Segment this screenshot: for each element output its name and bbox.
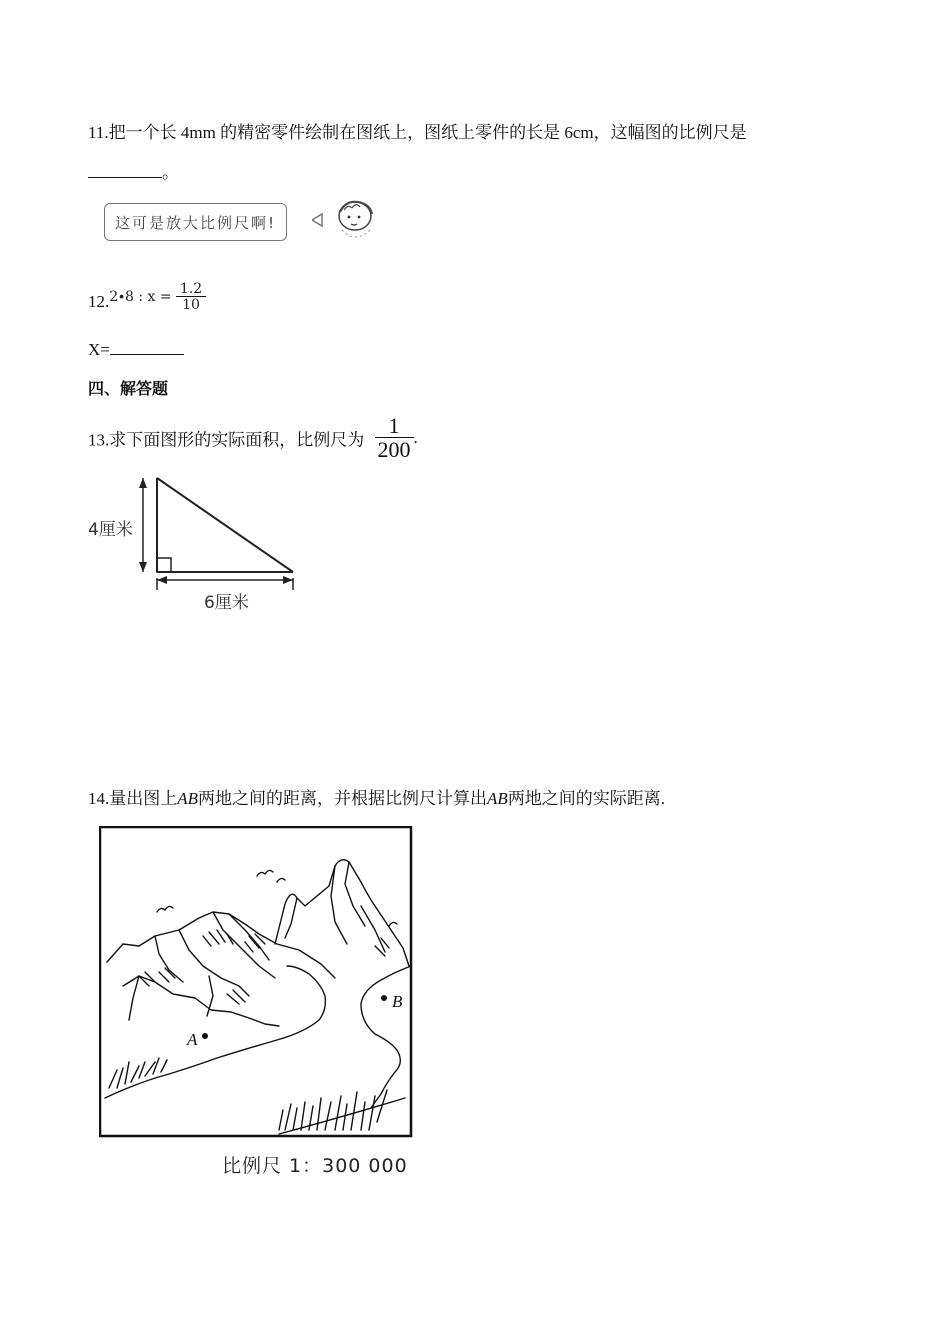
hint-text: 这可是放大比例尺啊! xyxy=(115,214,277,232)
q14-text-a: 14.量出图上 xyxy=(88,789,178,808)
q12-number: 12. xyxy=(88,292,110,311)
q12-lhs: 2∙8 : x = xyxy=(109,289,172,305)
q14-text-b: 两地之间的距离，并根据比例尺计算出 xyxy=(198,789,488,808)
q12-frac-num: 1.2 xyxy=(179,281,203,297)
q12-answer-label: X= xyxy=(88,340,110,359)
q12-frac-den: 10 xyxy=(176,296,206,312)
point-b-marker xyxy=(381,995,387,1001)
q11-blank[interactable] xyxy=(88,163,162,178)
q14-ab-2: AB xyxy=(487,789,508,808)
q12-fraction xyxy=(176,282,206,312)
q12-answer-line xyxy=(88,340,184,360)
q11-text: 11.把一个长 4mm 的精密零件绘制在图纸上，图纸上零件的长是 6cm，这幅图的比例尺是 xyxy=(88,123,747,142)
cartoon-boy-icon xyxy=(312,196,382,246)
hint-speech-bubble xyxy=(104,203,287,241)
map-scale-caption: 比例尺 1：300 000 xyxy=(222,1155,408,1177)
mountain-map-illustration xyxy=(99,826,413,1138)
map-frame xyxy=(100,827,411,1136)
q13-end: . xyxy=(413,428,418,447)
q14-text-c: 两地之间的实际距离. xyxy=(507,789,666,808)
q13-frac-num: 1 xyxy=(388,413,400,438)
q12-line xyxy=(88,268,206,312)
right-triangle-diagram xyxy=(84,472,314,612)
right-angle-mark xyxy=(157,558,171,572)
height-label: 4厘米 xyxy=(88,520,133,540)
point-a-marker xyxy=(202,1033,208,1039)
q13-line xyxy=(88,415,418,461)
point-b-label: B xyxy=(392,992,403,1011)
q14-ab-1: AB xyxy=(177,789,199,808)
q11-end: 。 xyxy=(162,163,179,182)
q13-fraction xyxy=(375,415,414,461)
q14-text xyxy=(88,784,665,809)
point-a-label: A xyxy=(187,1030,198,1049)
q12-blank[interactable] xyxy=(110,340,184,355)
section-title: 四、解答题 xyxy=(88,379,169,398)
q13-text: 13.求下面图形的实际面积，比例尺为 xyxy=(88,430,365,450)
q11-answer-line xyxy=(88,158,179,183)
triangle-hypotenuse xyxy=(157,478,293,572)
base-label: 6厘米 xyxy=(204,593,249,613)
q13-frac-den: 200 xyxy=(375,437,414,461)
